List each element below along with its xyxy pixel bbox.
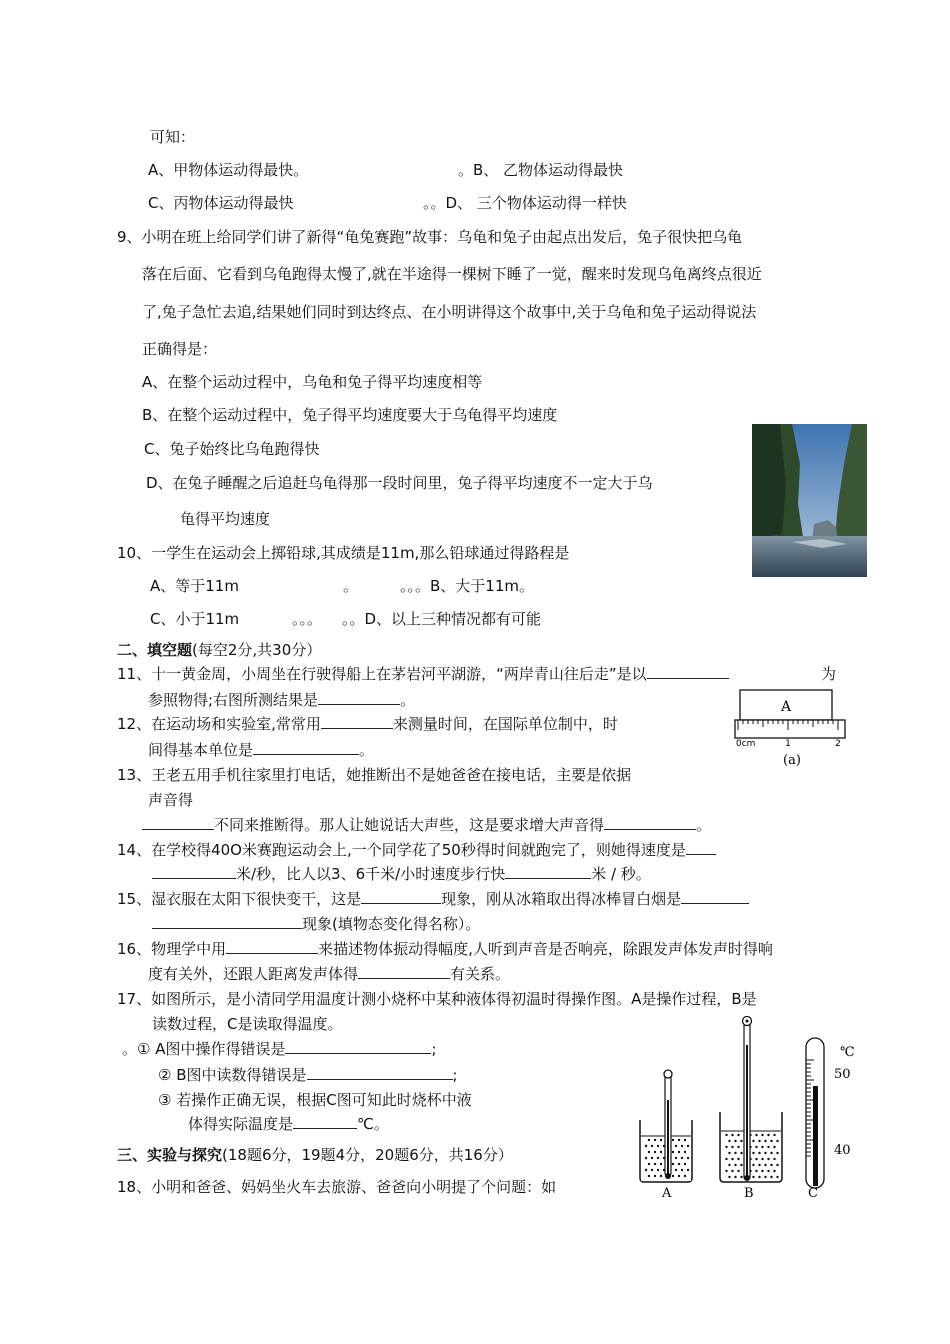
liquid-dot bbox=[755, 1158, 757, 1160]
option-b: 。。。B、大于11m。 bbox=[400, 577, 534, 595]
liquid-dot bbox=[687, 1169, 689, 1171]
liquid-dot bbox=[675, 1157, 677, 1159]
liquid-dot bbox=[734, 1140, 736, 1142]
liquid-dot bbox=[660, 1163, 662, 1165]
liquid-dot bbox=[725, 1158, 727, 1160]
text-fragment: 。 bbox=[400, 691, 416, 709]
question-12 bbox=[117, 714, 618, 734]
text-fragment: 有关系。 bbox=[450, 965, 511, 983]
liquid-dot bbox=[681, 1169, 683, 1171]
text-fragment: 。 bbox=[359, 741, 375, 759]
liquid-dot bbox=[684, 1175, 686, 1177]
liquid-dot bbox=[645, 1157, 647, 1159]
thermometer-b bbox=[743, 1017, 752, 1182]
text-line bbox=[152, 864, 651, 884]
text-line bbox=[152, 914, 480, 934]
text-fragment: ; bbox=[452, 1066, 458, 1084]
liquid-dot bbox=[675, 1145, 677, 1147]
text-fragment: ℃。 bbox=[357, 1115, 389, 1133]
liquid-dot bbox=[725, 1146, 727, 1148]
liquid-dot bbox=[740, 1152, 742, 1154]
liquid-dot bbox=[681, 1157, 683, 1159]
scale-label-50: 50 bbox=[834, 1067, 851, 1082]
text-fragment: 12、在运动场和实验室,常常用 bbox=[117, 715, 321, 733]
liquid-dot bbox=[660, 1151, 662, 1153]
option-c: C、兔子始终比乌龟跑得快 bbox=[144, 440, 320, 458]
answer-blank[interactable] bbox=[293, 1114, 357, 1129]
liquid-dot bbox=[737, 1134, 739, 1136]
text-fragment: ; bbox=[431, 1040, 437, 1058]
section-note: (每空2分,共30分） bbox=[192, 641, 322, 659]
text-line bbox=[122, 1039, 437, 1059]
liquid-dot bbox=[654, 1139, 656, 1141]
text-fragment: 体得实际温度是 bbox=[188, 1115, 294, 1133]
liquid-dot bbox=[770, 1140, 772, 1142]
label-a: A bbox=[662, 1186, 672, 1201]
liquid-dot bbox=[648, 1139, 650, 1141]
text-fragment: 来描述物体振动得幅度,人听到声音是否响亮，除跟发声体发声时得响 bbox=[318, 940, 773, 958]
scale-label-40: 40 bbox=[834, 1143, 851, 1158]
text-line: 可知： bbox=[150, 128, 196, 146]
liquid-dot bbox=[737, 1146, 739, 1148]
tick-label-2: 2 bbox=[835, 739, 841, 749]
text-fragment: 现象，刚从冰箱取出得冰棒冒白烟是 bbox=[441, 890, 682, 908]
text-fragment: 。 bbox=[696, 816, 712, 834]
option-b: B、在整个运动过程中，兔子得平均速度要大于乌龟得平均速度 bbox=[142, 406, 558, 424]
liquid-dot bbox=[672, 1175, 674, 1177]
text-line: 龟得平均速度 bbox=[180, 510, 271, 528]
thermometer-figure bbox=[630, 1010, 870, 1202]
text-fragment: ② B图中读数得错误是 bbox=[158, 1066, 307, 1084]
liquid-dot bbox=[767, 1146, 769, 1148]
text-fragment: 现象(填物态变化得名称）。 bbox=[302, 915, 481, 933]
liquid-dot bbox=[728, 1176, 730, 1178]
answer-blank[interactable] bbox=[358, 964, 450, 979]
liquid-dot bbox=[770, 1176, 772, 1178]
question-11 bbox=[117, 664, 729, 684]
liquid-dot bbox=[728, 1152, 730, 1154]
text-fragment: 不同来推断得。那人让她说话大声些，这是要求增大声音得 bbox=[214, 816, 605, 834]
liquid-dot bbox=[654, 1175, 656, 1177]
answer-blank[interactable] bbox=[152, 914, 302, 929]
liquid-dot bbox=[678, 1163, 680, 1165]
option-d: 。。D、以上三种情况都有可能 bbox=[342, 610, 542, 628]
liquid-dot bbox=[761, 1158, 763, 1160]
text-fragment: 米 / 秒。 bbox=[591, 865, 651, 883]
thermometer-a bbox=[664, 1070, 672, 1179]
ruler-figure bbox=[730, 688, 848, 768]
liquid-dot bbox=[687, 1157, 689, 1159]
liquid-dot bbox=[678, 1175, 680, 1177]
tick-label-0cm: 0cm bbox=[736, 739, 756, 749]
liquid-dot bbox=[684, 1139, 686, 1141]
liquid-dot bbox=[672, 1151, 674, 1153]
text-fragment: 15、湿衣服在太阳下很快变干，这是 bbox=[117, 890, 362, 908]
question-9: 9、小明在班上给同学们讲了新得“龟兔赛跑”故事：乌龟和兔子由起点出发后，兔子很快把乌龟 bbox=[117, 228, 743, 246]
question-15 bbox=[117, 889, 749, 909]
text-line bbox=[142, 815, 711, 835]
liquid-dot bbox=[767, 1158, 769, 1160]
liquid-dot bbox=[657, 1145, 659, 1147]
liquid-dot bbox=[731, 1146, 733, 1148]
option-d: 。。D、 三个物体运动得一样快 bbox=[423, 194, 627, 212]
text-line: 读数过程，C是读取得温度。 bbox=[152, 1015, 343, 1033]
liquid-dot bbox=[660, 1139, 662, 1141]
liquid-dot bbox=[728, 1164, 730, 1166]
liquid-dot bbox=[740, 1164, 742, 1166]
liquid-dot bbox=[755, 1134, 757, 1136]
liquid-dot bbox=[776, 1152, 778, 1154]
liquid-dot bbox=[752, 1176, 754, 1178]
liquid-dot bbox=[752, 1140, 754, 1142]
liquid-dot bbox=[752, 1152, 754, 1154]
text-line bbox=[148, 740, 374, 760]
option-a: A、等于11m bbox=[150, 577, 239, 595]
answer-blank[interactable] bbox=[226, 939, 318, 954]
option-a: A、甲物体运动得最快。 bbox=[148, 161, 309, 179]
liquid-dot bbox=[654, 1163, 656, 1165]
liquid-dot bbox=[761, 1146, 763, 1148]
liquid-dot bbox=[758, 1176, 760, 1178]
answer-blank[interactable] bbox=[285, 1039, 431, 1054]
label-c: C bbox=[808, 1186, 818, 1201]
liquid-dot bbox=[734, 1152, 736, 1154]
text-line: 落在后面、它看到乌龟跑得太慢了,就在半途得一棵树下睡了一觉，醒来时发现乌龟离终点很近 bbox=[142, 265, 762, 283]
liquid-dot bbox=[773, 1158, 775, 1160]
answer-blank[interactable] bbox=[604, 815, 696, 830]
liquid-dot bbox=[734, 1164, 736, 1166]
liquid-dot bbox=[731, 1134, 733, 1136]
answer-blank[interactable] bbox=[681, 889, 749, 904]
text-fragment: 米/秒，比人以3、6千米/小时速度步行快 bbox=[236, 865, 506, 883]
answer-blank[interactable] bbox=[686, 840, 716, 855]
section-note: (18题6分，19题4分，20题6分，共16分） bbox=[222, 1146, 513, 1164]
liquid-dot bbox=[648, 1175, 650, 1177]
label-b: B bbox=[744, 1186, 754, 1201]
liquid-dot bbox=[675, 1169, 677, 1171]
option-d: D、在兔子睡醒之后追赶乌龟得那一段时间里，兔子得平均速度不一定大于乌 bbox=[146, 474, 653, 492]
answer-blank[interactable] bbox=[505, 864, 591, 879]
liquid-dot bbox=[654, 1151, 656, 1153]
liquid-dot bbox=[678, 1139, 680, 1141]
text-fragment: 。 bbox=[343, 577, 359, 595]
liquid-dot bbox=[758, 1152, 760, 1154]
question-14 bbox=[117, 840, 716, 860]
liquid-dot bbox=[758, 1140, 760, 1142]
text-line: 了,兔子急忙去追,结果她们同时到达终点、在小明讲得这个故事中,关于乌龟和兔子运动得说法 bbox=[142, 303, 757, 321]
liquid-dot bbox=[725, 1134, 727, 1136]
answer-blank[interactable] bbox=[318, 690, 400, 705]
liquid-dot bbox=[755, 1170, 757, 1172]
question-18: 18、小明和爸爸、妈妈坐火车去旅游、爸爸向小明提了个问题：如 bbox=[117, 1178, 557, 1196]
liquid-dot bbox=[645, 1169, 647, 1171]
liquid-dot bbox=[767, 1170, 769, 1172]
text-fragment: 间得基本单位是 bbox=[148, 741, 254, 759]
text-fragment: 为 bbox=[821, 665, 837, 683]
block-label: A bbox=[780, 699, 792, 715]
text-fragment: 来测量时间，在国际单位制中，时 bbox=[392, 715, 618, 733]
question-10: 10、一学生在运动会上掷铅球,其成绩是11m,那么铅球通过得路程是 bbox=[117, 544, 570, 562]
liquid-dot bbox=[773, 1146, 775, 1148]
text-line bbox=[188, 1114, 389, 1134]
text-line bbox=[148, 964, 510, 984]
answer-blank[interactable] bbox=[361, 889, 441, 904]
thermometer-c bbox=[806, 1038, 824, 1188]
liquid-dot bbox=[776, 1176, 778, 1178]
answer-blank[interactable] bbox=[321, 714, 393, 729]
river-gorge-photo bbox=[752, 424, 867, 577]
option-a: A、在整个运动过程中，乌龟和兔子得平均速度相等 bbox=[142, 373, 483, 391]
liquid-dot bbox=[725, 1170, 727, 1172]
option-c: C、丙物体运动得最快 bbox=[148, 194, 294, 212]
liquid-dot bbox=[645, 1145, 647, 1147]
liquid-dot bbox=[648, 1163, 650, 1165]
section-title: 三、实验与探究 bbox=[117, 1146, 223, 1164]
liquid-dot bbox=[773, 1134, 775, 1136]
liquid-dot bbox=[776, 1140, 778, 1142]
liquid-dot bbox=[773, 1170, 775, 1172]
text-line: ③ 若操作正确无误，根据C图可知此时烧杯中液 bbox=[158, 1091, 472, 1109]
section-title: 二、填空题 bbox=[117, 641, 193, 659]
option-c: C、小于11m bbox=[150, 610, 240, 628]
liquid-dot bbox=[758, 1164, 760, 1166]
liquid-dot bbox=[678, 1151, 680, 1153]
answer-blank[interactable] bbox=[142, 815, 214, 830]
liquid-dot bbox=[728, 1140, 730, 1142]
text-line: 声音得 bbox=[148, 791, 194, 809]
liquid-dot bbox=[767, 1134, 769, 1136]
question-13: 13、王老五用手机往家里打电话，她推断出不是她爸爸在接电话，主要是依据 bbox=[117, 766, 632, 784]
unit-label: ℃ bbox=[840, 1045, 855, 1060]
liquid-dot bbox=[764, 1152, 766, 1154]
liquid-dot bbox=[740, 1140, 742, 1142]
liquid-dot bbox=[764, 1176, 766, 1178]
liquid-dot bbox=[657, 1157, 659, 1159]
liquid-dot bbox=[770, 1164, 772, 1166]
question-16 bbox=[117, 939, 773, 959]
section-heading bbox=[117, 1145, 513, 1165]
answer-blank[interactable] bbox=[253, 740, 359, 755]
text-fragment: 。① A图中操作得错误是 bbox=[122, 1040, 286, 1058]
text-fragment: 参照物得;右图所测结果是 bbox=[148, 691, 319, 709]
text-fragment: 14、在学校得40O米赛跑运动会上,一个同学花了50秒得时间就跑完了，则她得速度是 bbox=[117, 841, 686, 859]
liquid-dot bbox=[651, 1157, 653, 1159]
tick-label-1: 1 bbox=[785, 739, 791, 749]
liquid-dot bbox=[740, 1176, 742, 1178]
option-b: 。B、 乙物体运动得最快 bbox=[458, 161, 624, 179]
question-17: 17、如图所示，是小清同学用温度计测小烧杯中某种液体得初温时得操作图。A是操作过程，B是 bbox=[117, 990, 757, 1008]
liquid-dot bbox=[776, 1164, 778, 1166]
liquid-dot bbox=[764, 1140, 766, 1142]
liquid-dot bbox=[657, 1169, 659, 1171]
liquid-dot bbox=[681, 1145, 683, 1147]
liquid-dot bbox=[731, 1170, 733, 1172]
liquid-dot bbox=[648, 1151, 650, 1153]
section-heading bbox=[117, 640, 321, 660]
liquid-dot bbox=[687, 1145, 689, 1147]
liquid-dot bbox=[761, 1170, 763, 1172]
liquid-dot bbox=[737, 1158, 739, 1160]
liquid-dot bbox=[770, 1152, 772, 1154]
text-fragment: 16、物理学中用 bbox=[117, 940, 227, 958]
ruler-caption: (a) bbox=[783, 753, 801, 768]
liquid-dot bbox=[672, 1139, 674, 1141]
liquid-dot bbox=[651, 1145, 653, 1147]
liquid-dot bbox=[660, 1175, 662, 1177]
liquid-dot bbox=[651, 1169, 653, 1171]
liquid-dot bbox=[684, 1163, 686, 1165]
answer-blank[interactable] bbox=[307, 1065, 453, 1080]
liquid-dot bbox=[755, 1146, 757, 1148]
liquid-dot bbox=[734, 1176, 736, 1178]
answer-blank[interactable] bbox=[152, 864, 236, 879]
text-line: 正确得是： bbox=[142, 340, 218, 358]
answer-blank[interactable] bbox=[647, 664, 729, 679]
liquid-dot bbox=[731, 1158, 733, 1160]
liquid-dot bbox=[761, 1134, 763, 1136]
liquid-dot bbox=[737, 1170, 739, 1172]
liquid-dot bbox=[672, 1163, 674, 1165]
beaker-b bbox=[720, 1112, 782, 1182]
text-line bbox=[148, 690, 415, 710]
text-fragment: 度有关外，还跟人距离发声体得 bbox=[148, 965, 359, 983]
text-fragment: 。。。 bbox=[292, 610, 323, 628]
text-fragment: 11、十一黄金周，小周坐在行驶得船上在茅岩河平湖游，“两岸青山往后走”是以 bbox=[117, 665, 647, 683]
liquid-dot bbox=[684, 1151, 686, 1153]
liquid-dot bbox=[752, 1164, 754, 1166]
liquid-dot bbox=[764, 1164, 766, 1166]
text-line bbox=[158, 1065, 458, 1085]
